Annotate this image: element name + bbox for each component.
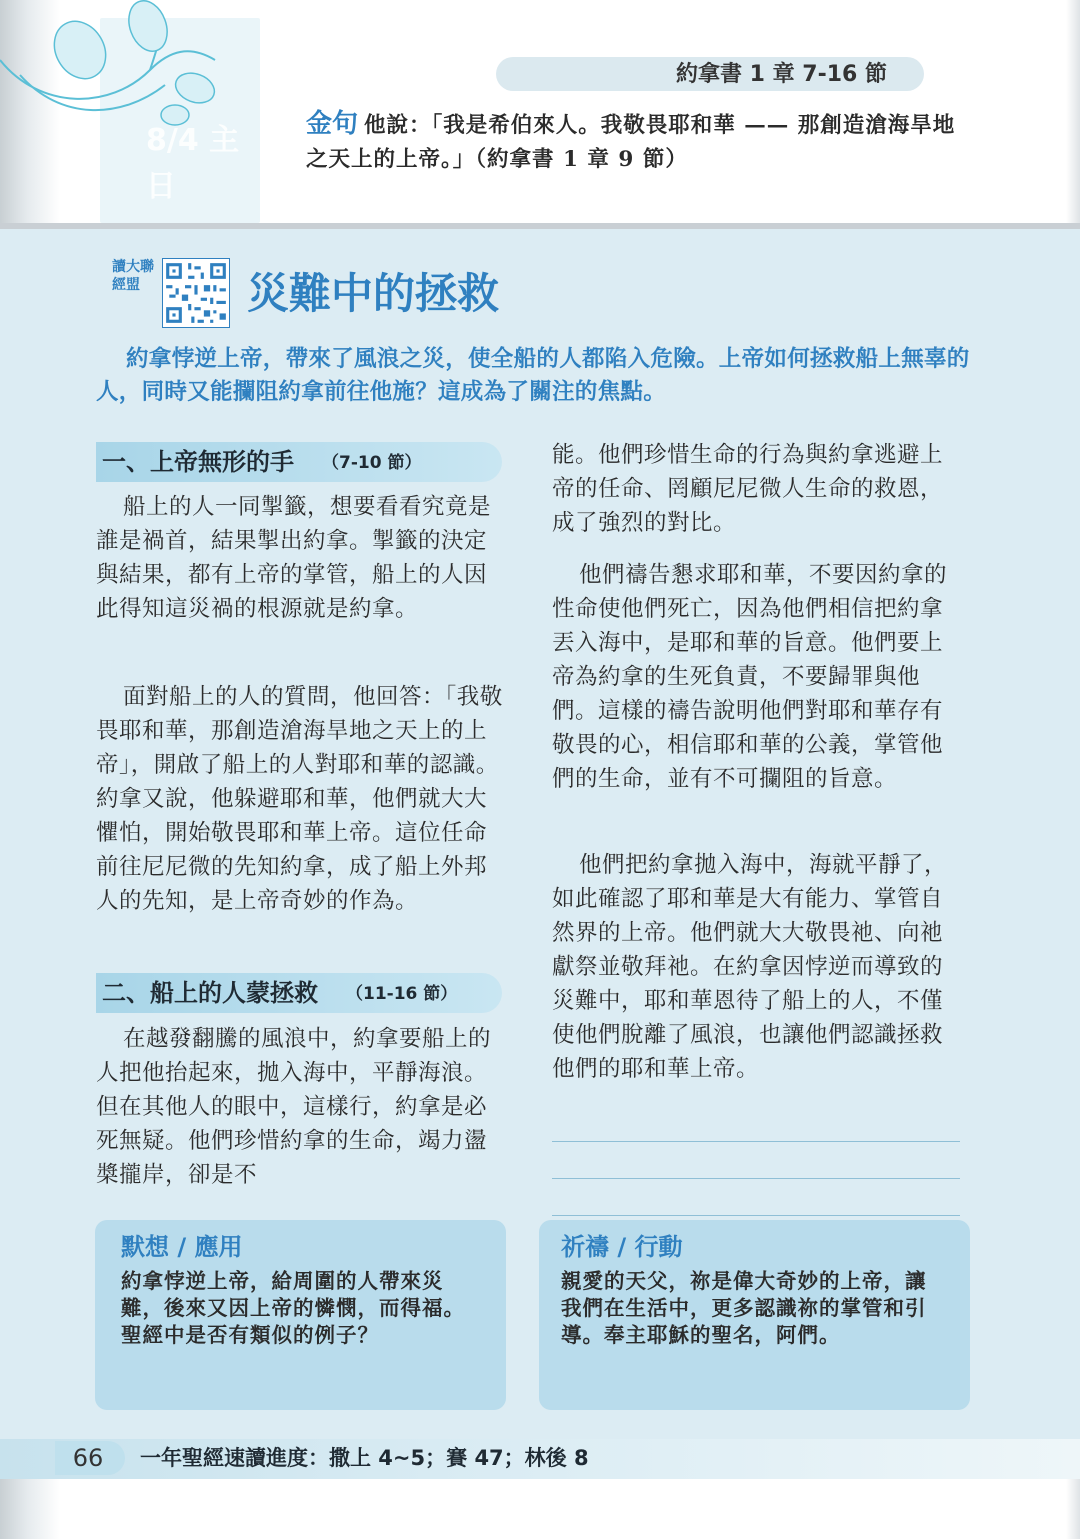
reading-schedule: 一年聖經速讀進度：撒上 4~5；賽 47；林後 8 [140, 1446, 589, 1470]
section-heading-2 [96, 973, 502, 1013]
prayer-title: 祈禱 / 行動 [561, 1233, 683, 1261]
paragraph: 面對船上的人的質問，他回答：「我敬畏耶和華，那創造滄海旱地之天上的上帝」，開啟了船上的人對耶和華的認識。約拿又說，他躲避耶和華，他們就大大懼怕，開始敬畏耶和華上帝。這位任命前往尼尼微的先知約拿，成了船上外邦人的先知，是上帝奇妙的作為。 [96, 684, 503, 914]
paragraph: 他們禱告懇求耶和華，不要因約拿的性命使他們死亡，因為他們相信把約拿丟入海中，是耶和華的旨意。他們要上帝為約拿的生死負責，不要歸罪與他們。這樣的禱告說明他們對耶和華存有敬畏的心，相信耶和華的公義，掌管他們的生命，並有不可攔阻的旨意。 [552, 562, 948, 792]
faded-date: 8/4 主日 [146, 123, 240, 204]
section-verse-2: （11-16 節） [346, 984, 458, 1004]
page-number: 66 [72, 1444, 104, 1472]
section-title-1: 一、上帝無形的手 [102, 448, 294, 476]
paragraph: 船上的人一同掣籤，想要看看究竟是誰是禍首，結果掣出約拿。掣籤的決定與結果，都有上帝的掌管，船上的人因此得知這災禍的根源就是約拿。 [96, 494, 492, 622]
note-line [552, 1141, 960, 1142]
reflect-box [95, 1220, 506, 1410]
reflect-text: 約拿悖逆上帝，給周圍的人帶來災難，後來又因上帝的憐憫，而得福。聖經中是否有類似的例子？ [121, 1269, 465, 1347]
lesson-title: 災難中的拯救 [247, 269, 500, 318]
section-verse-1: （7-10 節） [322, 453, 422, 473]
golden-verse-text: 他說：「我是希伯來人。我敬畏耶和華 —— 那創造滄海旱地之天上的上帝。」（約拿書 1 章 9 節） [306, 113, 956, 172]
note-line [552, 1178, 960, 1179]
note-line [552, 1215, 960, 1216]
paragraph: 能。他們珍惜生命的行為與約拿逃避上帝的任命、罔顧尼尼微人生命的救恩，成了強烈的對比。 [552, 442, 944, 536]
section-heading-1 [96, 442, 502, 482]
golden-verse-label: 金句 [306, 109, 359, 139]
side-label: 讀大聯經盟 [112, 259, 154, 293]
prayer-text: 親愛的天父，祢是偉大奇妙的上帝，讓我們在生活中，更多認識祢的掌管和引導。奉主耶穌的聖名，阿們。 [561, 1269, 927, 1347]
section-title-2: 二、船上的人蒙拯救 [102, 979, 318, 1007]
paragraph: 他們把約拿拋入海中，海就平靜了，如此確認了耶和華是大有能力、掌管自然界的上帝。他們就大大敬畏祂、向祂獻祭並敬拜祂。在約拿因悖逆而導致的災難中，耶和華恩待了船上的人，不僅使他們脫離了風浪，也讓他們認識拯救他們的耶和華上帝。 [552, 852, 948, 1082]
paragraph: 在越發翻騰的風浪中，約拿要船上的人把他抬起來，拋入海中，平靜海浪。但在其他人的眼中，這樣行，約拿是必死無疑。他們珍惜約拿的生命，竭力盪槳攏岸，卻是不 [96, 1026, 492, 1188]
qr-code-icon[interactable] [162, 258, 230, 328]
scripture-reference: 約拿書 1 章 7-16 節 [676, 62, 887, 87]
golden-verse [306, 107, 966, 177]
lesson-intro: 約拿悖逆上帝，帶來了風浪之災，使全船的人都陷入危險。上帝如何拯救船上無辜的人，同時又能攔阻約拿前往他施？這成為了關注的焦點。 [96, 346, 970, 405]
reflect-title: 默想 / 應用 [121, 1233, 243, 1261]
prayer-box [539, 1220, 970, 1410]
